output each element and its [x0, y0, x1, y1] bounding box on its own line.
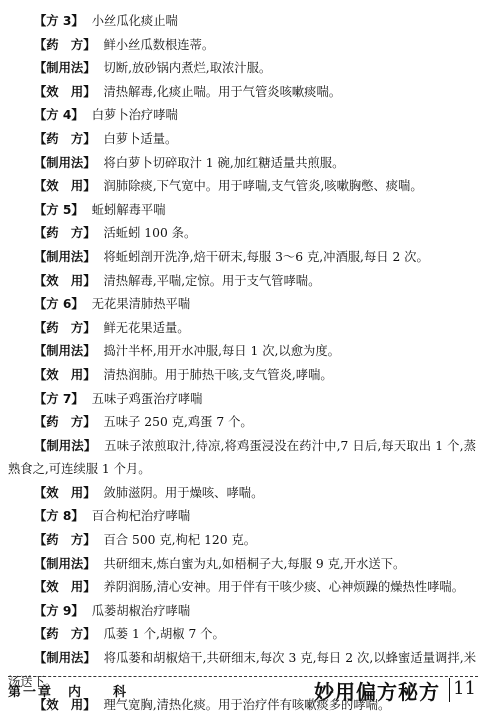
field-text: 将白萝卜切碎取汁 1 碗,加红糖适量共煎服。	[103, 155, 345, 170]
remedy-number: 【方 5】	[34, 202, 84, 217]
field-text: 瓜蒌 1 个,胡椒 7 个。	[103, 627, 225, 642]
field-text: 清热解毒,平喘,定惊。用于支气管哮喘。	[103, 273, 321, 288]
field-label: 【制用法】	[34, 438, 97, 453]
field-text: 白萝卜适量。	[103, 131, 178, 146]
remedy-title: 蚯蚓解毒平喘	[91, 202, 166, 217]
remedy-field	[8, 364, 476, 388]
field-text: 清热解毒,化痰止喘。用于气管炎咳嗽痰喘。	[103, 84, 342, 99]
remedy-field	[8, 435, 476, 482]
remedy-field	[8, 175, 476, 199]
remedy-field	[8, 270, 476, 294]
field-text: 理气宽胸,清热化痰。用于治疗伴有咳嗽痰多的哮喘。	[103, 698, 391, 713]
remedy-field	[8, 576, 476, 600]
remedy-heading	[8, 10, 476, 34]
field-label: 【药 方】	[34, 415, 96, 430]
field-label: 【制用法】	[34, 344, 96, 359]
field-text: 共研细末,炼白蜜为丸,如梧桐子大,每服 9 克,开水送下。	[103, 556, 406, 571]
remedy-heading	[8, 293, 476, 317]
remedy-field	[8, 623, 476, 647]
field-label: 【制用法】	[34, 155, 96, 170]
remedy-title: 五味子鸡蛋治疗哮喘	[91, 391, 203, 406]
chapter-label: 第一章 内 科	[8, 685, 129, 700]
remedy-field	[8, 529, 476, 553]
remedy-field	[8, 152, 476, 176]
remedy-heading	[8, 104, 476, 128]
field-label: 【药 方】	[34, 131, 96, 146]
remedy-field	[8, 128, 476, 152]
remedy-heading	[8, 199, 476, 223]
remedy-field	[8, 482, 476, 506]
field-label: 【效 用】	[34, 580, 96, 595]
field-label: 【药 方】	[34, 533, 96, 548]
field-label: 【效 用】	[34, 698, 96, 713]
remedy-title: 无花果清肺热平喘	[91, 297, 191, 312]
field-label: 【效 用】	[34, 367, 96, 382]
field-label: 【效 用】	[34, 273, 96, 288]
remedy-title: 百合枸杞治疗哮喘	[91, 509, 191, 524]
field-label: 【药 方】	[34, 320, 96, 335]
remedy-field	[8, 81, 476, 105]
field-text: 润肺除痰,下气宽中。用于哮喘,支气管炎,咳嗽胸憋、痰喘。	[103, 179, 423, 194]
remedy-entry	[8, 104, 476, 198]
remedy-heading	[8, 505, 476, 529]
remedy-title: 小丝瓜化痰止喘	[91, 14, 178, 28]
remedy-entry	[8, 388, 476, 506]
remedy-title: 瓜蒌胡椒治疗哮喘	[91, 603, 191, 618]
remedy-number: 【方 4】	[34, 108, 84, 123]
remedy-entry	[8, 505, 476, 599]
remedy-field	[8, 57, 476, 81]
page-body	[8, 10, 476, 718]
field-text: 五味子 250 克,鸡蛋 7 个。	[103, 415, 253, 430]
field-label: 【效 用】	[34, 179, 96, 194]
field-label: 【制用法】	[34, 556, 96, 571]
field-label: 【制用法】	[34, 651, 96, 666]
remedy-field	[8, 34, 476, 58]
remedy-entry	[8, 293, 476, 387]
field-text: 养阴润肠,清心安神。用于伴有干咳少痰、心神烦躁的燥热性哮喘。	[103, 580, 465, 595]
remedy-heading	[8, 600, 476, 624]
field-label: 【制用法】	[34, 249, 96, 264]
remedy-field	[8, 246, 476, 270]
remedy-field	[8, 553, 476, 577]
remedy-number: 【方 3】	[34, 14, 84, 28]
field-label: 【效 用】	[34, 84, 96, 99]
field-text: 清热润肺。用于肺热干咳,支气管炎,哮喘。	[103, 367, 333, 382]
remedy-field	[8, 222, 476, 246]
remedy-field	[8, 340, 476, 364]
field-text: 五味子浓煎取汁,待凉,将鸡蛋浸没在药汁中,7 日后,每天取出 1 个,蒸熟食之,可连续服 1 个月。	[8, 438, 476, 477]
field-label: 【药 方】	[34, 226, 96, 241]
field-text: 鲜无花果适量。	[103, 320, 190, 335]
field-text: 敛肺滋阴。用于燥咳、哮喘。	[103, 485, 264, 500]
remedy-field	[8, 317, 476, 341]
remedy-title: 白萝卜治疗哮喘	[91, 108, 178, 123]
remedy-number: 【方 9】	[34, 603, 84, 618]
field-label: 【药 方】	[34, 627, 96, 642]
field-text: 捣汁半杯,用开水冲服,每日 1 次,以愈为度。	[103, 344, 340, 359]
remedy-number: 【方 7】	[34, 391, 84, 406]
remedy-heading	[8, 388, 476, 412]
field-text: 将蚯蚓剖开洗净,焙干研末,每服 3～6 克,冲酒服,每日 2 次。	[103, 249, 429, 264]
remedy-number: 【方 8】	[34, 509, 84, 524]
remedy-entry	[8, 10, 476, 104]
field-text: 切断,放砂锅内煮烂,取浓汁服。	[103, 61, 272, 76]
field-text: 鲜小丝瓜数根连蒂。	[103, 37, 215, 52]
remedy-field	[8, 411, 476, 435]
field-text: 将瓜蒌和胡椒焙干,共研细末,每次 3 克,每日 2 次,以蜂蜜适量调拌,米汤送下。	[8, 651, 476, 689]
book-title: 妙用偏方秘方	[314, 680, 440, 704]
page-footer	[8, 678, 478, 702]
remedy-number: 【方 6】	[34, 297, 84, 312]
field-label: 【药 方】	[34, 37, 96, 52]
footer-separator	[449, 678, 450, 702]
field-label: 【制用法】	[34, 61, 96, 76]
field-text: 活蚯蚓 100 条。	[103, 226, 197, 241]
field-label: 【效 用】	[34, 485, 96, 500]
field-text: 百合 500 克,枸杞 120 克。	[103, 533, 257, 548]
remedy-entry	[8, 199, 476, 293]
page-number: 11	[453, 678, 476, 699]
